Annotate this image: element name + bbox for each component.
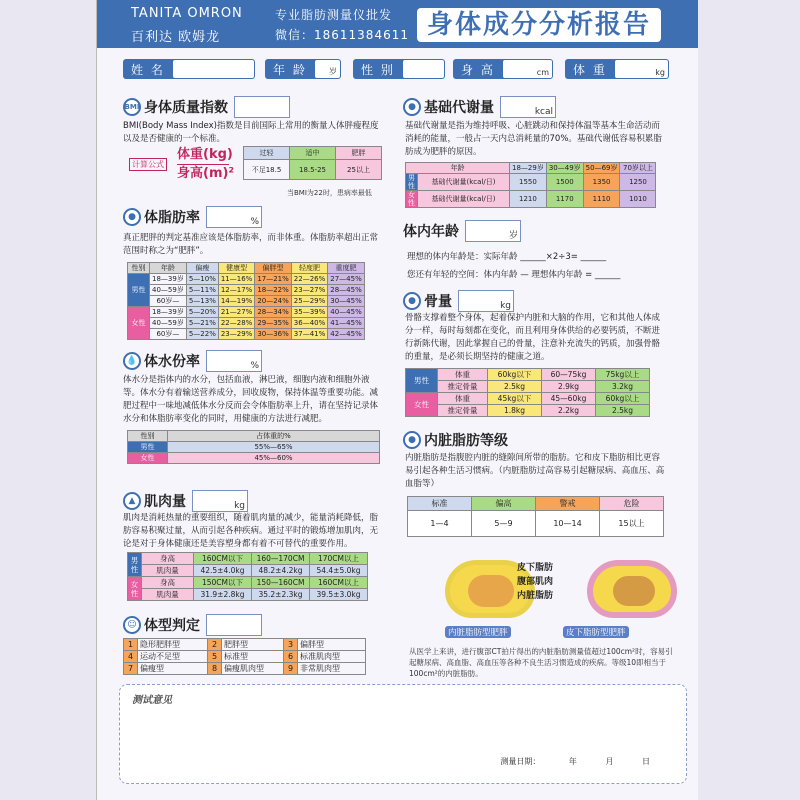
- bmr-age-label: 年龄: [406, 163, 510, 174]
- sex-label: 性 别: [361, 62, 395, 77]
- name-input[interactable]: [173, 60, 254, 78]
- water-sex-cell: 女性: [128, 453, 168, 464]
- bodytype-label: 标准型: [222, 651, 284, 663]
- age-label: 年 龄: [273, 62, 307, 77]
- weight-input[interactable]: [615, 60, 668, 78]
- fat-cell: 18—22%: [255, 285, 291, 296]
- muscle-cell: 150CM以下: [194, 577, 252, 589]
- report-page: [96, 0, 698, 800]
- bodytype-number: 5: [208, 651, 222, 663]
- water-header-cell: 性别: [128, 431, 168, 442]
- bmr-section-header: [403, 96, 556, 118]
- muscle-cell: 160CM以下: [194, 553, 252, 565]
- bone-cell: 2.5kg: [488, 381, 542, 393]
- bodytype-input[interactable]: [206, 614, 262, 636]
- formula-label: 计算公式: [129, 158, 167, 171]
- bmr-cell: 1210: [510, 191, 547, 208]
- bone-cell: 45kg以下: [488, 393, 542, 405]
- bmi-description: BMI(Body Mass Index)指数是目前国际上常用的衡量人体胖瘦程度以及是否健康的一个标准。: [123, 121, 379, 144]
- bmr-row-label: 基础代谢量(kcal/日): [418, 191, 510, 208]
- test-opinion-title: 测试意见: [132, 695, 172, 706]
- bodytype-number: 9: [284, 663, 298, 675]
- muscle-input[interactable]: [192, 490, 248, 512]
- person-icon: ●: [403, 431, 421, 449]
- bodyage-line2: 您还有年轻的空间：体内年龄 — 理想体内年龄 = ______: [407, 270, 621, 280]
- bodyage-input[interactable]: [465, 220, 521, 242]
- water-sex-cell: 男性: [128, 442, 168, 453]
- fat-cell: 5—11%: [186, 285, 218, 296]
- bmr-cell: 1550: [510, 174, 547, 191]
- fat-cell: 42—45%: [328, 329, 364, 340]
- muscle-row-label: 肌肉量: [142, 589, 194, 601]
- caption-subcutaneous-obesity: 皮下脂肪型肥胖: [563, 626, 629, 638]
- bone-row-label: 推定骨量: [438, 405, 488, 417]
- fat-cell: 36—40%: [291, 318, 327, 329]
- fat-input[interactable]: [206, 206, 262, 228]
- bone-cell: 2.2kg: [542, 405, 596, 417]
- bmi-header-cell: 过轻: [244, 147, 290, 160]
- visceral-value-cell: 5—9: [472, 511, 536, 537]
- fat-male-cell: 男性: [128, 274, 150, 307]
- weight-label: 体 重: [573, 62, 607, 77]
- visceral-value-cell: 10—14: [536, 511, 600, 537]
- age-input[interactable]: [315, 60, 340, 78]
- muscle-female-cell: 女性: [128, 577, 142, 601]
- bmr-cell: 1500: [546, 174, 583, 191]
- height-input[interactable]: [503, 60, 552, 78]
- visceral-header-cell: 标准: [408, 497, 472, 511]
- muscle-cell: 31.9±2.8kg: [194, 589, 252, 601]
- report-header: [97, 0, 698, 48]
- bmr-cell: 1250: [620, 174, 656, 191]
- weight-field: [565, 59, 669, 79]
- visceral-description: 内脏脂肪是指腹腔内脏的缝隙间所带的脂肪。它和皮下脂肪相比更容易引起各种生活习惯病。（内脏脂肪过高容易引起糖尿病、高血压、高血脂等）: [405, 453, 665, 489]
- fat-cell: 22—26%: [291, 274, 327, 285]
- bodytype-number: 4: [124, 651, 138, 663]
- visceral-section-header: [403, 430, 508, 450]
- fat-cell: 23—29%: [218, 329, 254, 340]
- fat-cell: 18—39岁: [150, 307, 187, 318]
- fat-header-cell: 性别: [128, 263, 150, 274]
- bone-male-cell: 男性: [406, 369, 438, 393]
- bone-row-label: 体重: [438, 369, 488, 381]
- height-label: 身 高: [461, 62, 495, 77]
- bodytype-table: [123, 638, 366, 675]
- name-field: [123, 59, 255, 79]
- bmr-cell: 1170: [546, 191, 583, 208]
- bmr-row-label: 基础代谢量(kcal/日): [418, 174, 510, 191]
- bmr-age-cell: 70岁以上: [620, 163, 656, 174]
- age-field: [265, 59, 341, 79]
- bone-cell: 2.9kg: [542, 381, 596, 393]
- bone-female-cell: 女性: [406, 393, 438, 417]
- muscle-row-label: 身高: [142, 577, 194, 589]
- bodyage-section-header: [403, 220, 521, 242]
- fat-cell: 29—35%: [255, 318, 291, 329]
- brand-sub1: 专业脂肪测量仪批发: [275, 8, 393, 22]
- bmr-male-cell: 男性: [406, 174, 418, 191]
- bone-row-label: 体重: [438, 393, 488, 405]
- visceral-note: 从医学上来讲，进行腹部CT拍片得出的内脏脂肪测量值超过100cm²时，容易引起糖尿病、高血脂、高血压等各种不良生活习惯造成的疾病。等级10即相当于100cm²的内脏脂肪。: [409, 647, 673, 678]
- muscle-description: 肌肉是消耗热量的重要组织，随着肌肉量的减少，能量消耗降低，脂肪容易积聚过量，从而引起各种疾病。通过平时的锻炼增加肌肉，无论是对于身体健康还是美容塑身都有着不可替代的重要作用。: [123, 513, 379, 549]
- bone-cell: 75kg以上: [596, 369, 650, 381]
- bodytype-number: 7: [124, 663, 138, 675]
- bodytype-label: 偏瘦型: [138, 663, 208, 675]
- report-title: 身体成分分析报告: [417, 8, 661, 42]
- muscle-cell: 54.4±5.0kg: [310, 565, 368, 577]
- muscle-cell: 150—160CM: [252, 577, 310, 589]
- fat-cell: 41—45%: [328, 318, 364, 329]
- person-icon: ●: [403, 98, 421, 116]
- bone-title: 骨量: [424, 294, 452, 310]
- bodyage-unit: 岁: [508, 231, 518, 241]
- bmr-age-cell: 50—69岁: [583, 163, 620, 174]
- fat-cell: 5—10%: [186, 274, 218, 285]
- bone-unit: kg: [500, 301, 511, 311]
- person-icon: ●: [403, 292, 421, 310]
- bodytype-label: 隐形肥胖型: [138, 639, 208, 651]
- body-type-icon: ☺: [123, 616, 141, 634]
- fat-title: 体脂肪率: [144, 210, 200, 226]
- water-value-cell: 45%—60%: [168, 453, 380, 464]
- bodytype-number: 6: [284, 651, 298, 663]
- fat-cell: 20—24%: [255, 296, 291, 307]
- test-opinion-box[interactable]: [119, 684, 687, 784]
- fat-cell: 35—39%: [291, 307, 327, 318]
- fat-cell: 40—59岁: [150, 285, 187, 296]
- fat-header-cell: 偏瘦: [186, 263, 218, 274]
- bodytype-label: 偏瘦肌肉型: [222, 663, 284, 675]
- muscle-icon: ▲: [123, 492, 141, 510]
- bone-table: [405, 368, 650, 417]
- fat-cell: 11—16%: [218, 274, 254, 285]
- muscle-cell: 160—170CM: [252, 553, 310, 565]
- subcutaneous-inner-region: [613, 576, 655, 606]
- water-value-cell: 55%—65%: [168, 442, 380, 453]
- muscle-title: 肌肉量: [144, 494, 186, 510]
- fat-cell: 27—45%: [328, 274, 364, 285]
- visceral-value-cell: 1—4: [408, 511, 472, 537]
- bone-input[interactable]: [458, 290, 514, 312]
- fat-cell: 5—22%: [186, 329, 218, 340]
- fat-section-header: [123, 206, 262, 228]
- fat-cell: 30—45%: [328, 296, 364, 307]
- bone-cell: 1.8kg: [488, 405, 542, 417]
- bone-section-header: [403, 290, 514, 312]
- fat-description: 真正肥胖的判定基准应该是体脂肪率，而非体重。体脂肪率超出正常范围时称之为“肥胖”。: [123, 233, 379, 256]
- bodytype-label: 运动不足型: [138, 651, 208, 663]
- visceral-fat-region: [468, 575, 514, 607]
- muscle-cell: 160CM以上: [310, 577, 368, 589]
- fat-cell: 28—45%: [328, 285, 364, 296]
- bmi-note: 当BMI为22时，患病率最低: [287, 189, 372, 197]
- muscle-row-label: 身高: [142, 553, 194, 565]
- water-input[interactable]: [206, 350, 262, 372]
- caption-visceral-obesity: 内脏脂肪型肥胖: [445, 626, 511, 638]
- bodytype-label: 肥胖型: [222, 639, 284, 651]
- bodytype-section-header: [123, 614, 262, 636]
- bmr-description: 基础代谢量是指为维持呼吸、心脏跳动和保持体温等基本生命活动而消耗的能量，一般占一天内总消耗量的70%。基础代谢低容易积累脂肪成为肥胖的原因。: [405, 121, 662, 157]
- bone-cell: 45—60kg: [542, 393, 596, 405]
- fat-cell: 12—17%: [218, 285, 254, 296]
- visceral-header-cell: 警戒: [536, 497, 600, 511]
- bmr-cell: 1010: [620, 191, 656, 208]
- muscle-cell: 170CM以上: [310, 553, 368, 565]
- fat-cell: 60岁—: [150, 296, 187, 307]
- formula-numerator: 体重(kg): [177, 147, 233, 162]
- water-header-cell: 占体重的%: [168, 431, 380, 442]
- bone-description: 骨骼支撑着整个身体，起着保护内脏和大脑的作用，它和其他人体成分一样，每时每刻都在变化，而且利用身体供给的必要钙质，不断进行新陈代谢，因此掌握自己的骨量，注意补充流失的钙质，加强骨骼的重量，是必须长期坚持的健康之道。: [405, 313, 661, 362]
- water-title: 体水份率: [144, 354, 200, 370]
- brand-line1: TANITA OMRON: [131, 6, 243, 21]
- brand-line2: 百利达 欧姆龙: [131, 30, 221, 45]
- bmr-title: 基础代谢量: [424, 100, 494, 116]
- test-date: 测量日期： 年 月 日: [500, 757, 650, 766]
- fat-cell: 30—36%: [255, 329, 291, 340]
- fat-cell: 40—59岁: [150, 318, 187, 329]
- bone-cell: 60—75kg: [542, 369, 596, 381]
- bodyage-line1: 理想的体内年龄是：实际年龄 ______×2÷3= ______: [407, 252, 607, 262]
- fat-cell: 21—27%: [218, 307, 254, 318]
- bone-cell: 2.5kg: [596, 405, 650, 417]
- person-icon: ●: [123, 208, 141, 226]
- bodytype-number: 8: [208, 663, 222, 675]
- fat-cell: 14—19%: [218, 296, 254, 307]
- name-label: 姓 名: [131, 62, 165, 77]
- fat-cell: 5—21%: [186, 318, 218, 329]
- muscle-male-cell: 男性: [128, 553, 142, 577]
- sex-field: [353, 59, 445, 79]
- bmi-value-cell: 25以上: [336, 160, 382, 180]
- fat-cell: 40—45%: [328, 307, 364, 318]
- muscle-table: [127, 552, 368, 601]
- water-section-header: [123, 350, 262, 372]
- fat-unit: %: [250, 217, 259, 227]
- label-visceral: 内脏脂肪: [517, 591, 554, 601]
- bodytype-label: 标准肌肉型: [298, 651, 366, 663]
- bmr-cell: 1110: [583, 191, 620, 208]
- formula-divider: [177, 164, 229, 165]
- fat-female-cell: 女性: [128, 307, 150, 340]
- bmr-age-cell: 18—29岁: [510, 163, 547, 174]
- fat-cell: 22—28%: [218, 318, 254, 329]
- bodyage-title: 体内年龄: [403, 224, 459, 240]
- bmi-value-cell: 不足18.5: [244, 160, 290, 180]
- bmi-input[interactable]: [234, 96, 290, 118]
- height-unit: cm: [536, 68, 549, 77]
- water-table: [127, 430, 380, 464]
- fat-header-cell: 年龄: [150, 263, 187, 274]
- height-field: [453, 59, 553, 79]
- fat-cell: 28—34%: [255, 307, 291, 318]
- muscle-section-header: [123, 490, 248, 512]
- muscle-cell: 39.5±3.0kg: [310, 589, 368, 601]
- bone-cell: 60kg以上: [596, 393, 650, 405]
- muscle-cell: 35.2±2.3kg: [252, 589, 310, 601]
- bodytype-label: 偏胖型: [298, 639, 366, 651]
- bmi-section-header: [123, 96, 290, 118]
- sex-input[interactable]: [403, 60, 444, 78]
- visceral-header-cell: 偏高: [472, 497, 536, 511]
- formula-denominator: 身高(m)²: [177, 166, 235, 181]
- water-description: 体水分是指体内的水分，包括血液，淋巴液，细胞内液和细胞外液等。体水分有着输送营养成分，回收废物，保持体温等重要功能。减肥过程中一味地减低体水分反而会令体脂肪率上升，请在坚持记录体水分和体脂肪率变化的同时，用健康的方法进行减肥。: [123, 375, 379, 424]
- muscle-cell: 48.2±4.2kg: [252, 565, 310, 577]
- visceral-header-cell: 危险: [600, 497, 664, 511]
- bmi-header-cell: 适中: [290, 147, 336, 160]
- muscle-cell: 42.5±4.0kg: [194, 565, 252, 577]
- muscle-row-label: 肌肉量: [142, 565, 194, 577]
- bmi-title: 身体质量指数: [144, 100, 228, 116]
- bodytype-title: 体型判定: [144, 618, 200, 634]
- bone-row-label: 推定骨量: [438, 381, 488, 393]
- visceral-value-cell: 15以上: [600, 511, 664, 537]
- fat-header-cell: 轻度肥: [291, 263, 327, 274]
- bmi-icon: BMI: [123, 98, 141, 116]
- water-drop-icon: 💧: [123, 352, 141, 370]
- bone-cell: 3.2kg: [596, 381, 650, 393]
- subcutaneous-fat-illustration: [587, 560, 677, 618]
- fat-cell: 5—13%: [186, 296, 218, 307]
- fat-cell: 5—20%: [186, 307, 218, 318]
- bmr-table: [405, 162, 656, 208]
- bodytype-number: 3: [284, 639, 298, 651]
- bmi-header-cell: 肥胖: [336, 147, 382, 160]
- fat-cell: 17—21%: [255, 274, 291, 285]
- fat-cell: 23—27%: [291, 285, 327, 296]
- fat-cell: 60岁—: [150, 329, 187, 340]
- bone-cell: 60kg以下: [488, 369, 542, 381]
- bodytype-label: 非常肌肉型: [298, 663, 366, 675]
- age-unit: 岁: [329, 67, 337, 76]
- muscle-unit: kg: [234, 501, 245, 511]
- fat-cell: 25—29%: [291, 296, 327, 307]
- weight-unit: kg: [655, 68, 665, 77]
- bmr-female-cell: 女性: [406, 191, 418, 208]
- bodytype-number: 2: [208, 639, 222, 651]
- bodytype-number: 1: [124, 639, 138, 651]
- bmr-cell: 1350: [583, 174, 620, 191]
- visceral-table: [407, 496, 664, 537]
- fat-cell: 37—41%: [291, 329, 327, 340]
- label-subcutaneous: 皮下脂肪: [517, 563, 554, 573]
- label-abdominal: 腹部肌肉: [517, 577, 554, 587]
- bmi-table: [243, 146, 382, 180]
- water-unit: %: [250, 361, 259, 371]
- fat-header-cell: 重度肥: [328, 263, 364, 274]
- fat-header-cell: 偏胖型: [255, 263, 291, 274]
- bmi-value-cell: 18.5-25: [290, 160, 336, 180]
- visceral-title: 内脏脂肪等级: [424, 433, 508, 449]
- bmr-input[interactable]: [500, 96, 556, 118]
- fat-cell: 18—39岁: [150, 274, 187, 285]
- brand-sub2: 微信：18611384611: [275, 28, 409, 42]
- fat-table: [127, 262, 365, 340]
- bmr-age-cell: 30—49岁: [546, 163, 583, 174]
- fat-header-cell: 健康型: [218, 263, 254, 274]
- bmr-unit: kcal: [534, 107, 553, 117]
